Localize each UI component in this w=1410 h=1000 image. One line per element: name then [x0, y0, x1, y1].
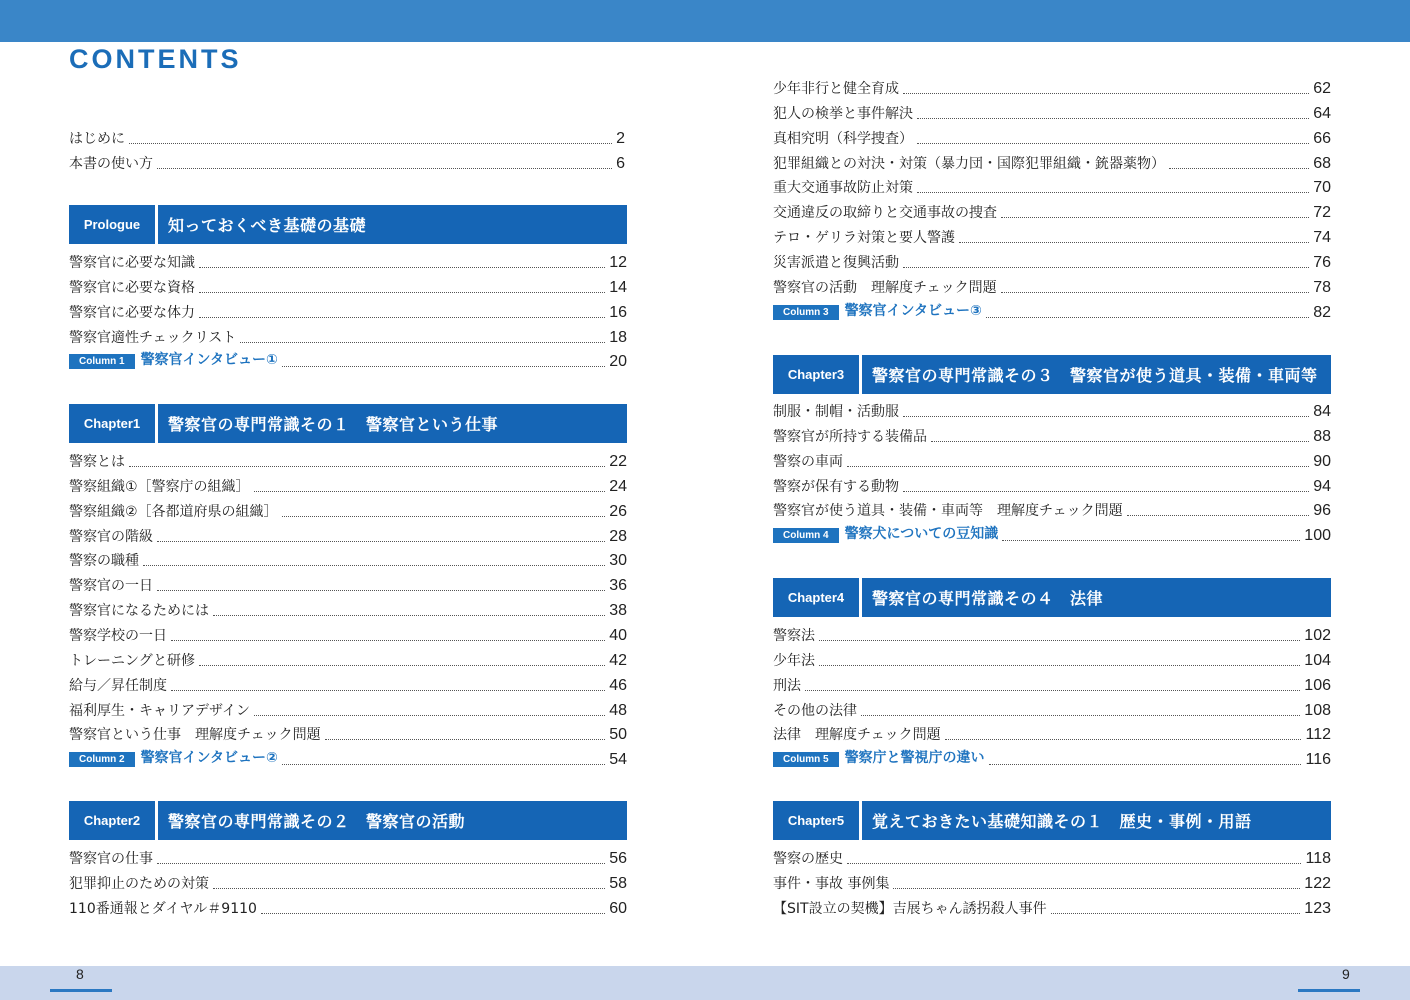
dot-leader [903, 267, 1309, 268]
dot-leader [847, 863, 1301, 864]
toc-entry[interactable] [773, 148, 1331, 173]
entry-label: 少年法 [773, 652, 815, 669]
dot-leader [917, 192, 1309, 193]
entry-label: 警察組織②［各都道府県の組織］ [69, 503, 278, 520]
toc-entry[interactable] [69, 545, 627, 570]
entry-label: 警察官になるためには [69, 603, 209, 620]
dot-leader [213, 888, 605, 889]
dot-leader [1051, 913, 1301, 914]
section-header [69, 801, 627, 840]
entry-page-number: 60 [609, 899, 627, 917]
entry-page-number: 118 [1305, 850, 1331, 867]
entry-label: 法律 理解度チェック問題 [773, 727, 941, 744]
section-title: 警察官の専門常識その２ 警察官の活動 [158, 801, 627, 840]
entry-page-number: 46 [609, 676, 627, 694]
toc-entry[interactable] [773, 247, 1331, 272]
bottom-bar [0, 966, 1410, 1000]
dot-leader [945, 739, 1302, 740]
entry-page-number: 18 [609, 328, 627, 346]
entry-label: トレーニングと研修 [69, 652, 195, 669]
dot-leader [199, 292, 605, 293]
toc-entry[interactable] [69, 272, 627, 297]
dot-leader [1002, 540, 1300, 541]
toc-entry[interactable] [69, 893, 627, 918]
section-header [773, 578, 1331, 617]
dot-leader [847, 466, 1309, 467]
entry-page-number: 38 [609, 602, 627, 620]
entry-page-number: 36 [609, 577, 627, 595]
entry-page-number: 108 [1304, 701, 1331, 719]
column-badge: Column 3 [773, 305, 839, 320]
toc-entry[interactable] [773, 471, 1331, 496]
entry-page-number: 50 [609, 726, 627, 744]
dot-leader [805, 690, 1300, 691]
entry-label: 警察官が使う道具・装備・車両等 理解度チェック問題 [773, 503, 1123, 520]
entry-page-number: 22 [609, 453, 627, 470]
dot-leader [931, 441, 1309, 442]
dot-leader [261, 913, 605, 914]
entry-page-number: 122 [1304, 874, 1331, 892]
column-title: 警察犬についての豆知識 [844, 526, 999, 542]
entry-label: 警察の車両 [773, 453, 843, 470]
page-number-right: 9 [1342, 966, 1350, 982]
toc-entry[interactable] [69, 695, 627, 720]
dot-leader [282, 366, 605, 367]
toc-entry[interactable] [773, 123, 1331, 148]
entry-page-number: 28 [609, 527, 627, 545]
toc-entry[interactable] [773, 670, 1331, 695]
section-tag: Chapter2 [69, 801, 155, 840]
dot-leader [282, 516, 606, 517]
dot-leader [903, 416, 1309, 417]
toc-entry[interactable] [69, 521, 627, 546]
dot-leader [903, 491, 1309, 492]
entry-label: 警察官という仕事 理解度チェック問題 [69, 727, 321, 744]
entry-label: 刑法 [773, 677, 801, 694]
toc-entry[interactable] [773, 172, 1331, 197]
entry-page-number: 56 [609, 850, 627, 867]
toc-entry[interactable] [69, 670, 627, 695]
entry-label: 警察官の一日 [69, 578, 153, 595]
entry-label: 災害派遣と復興活動 [773, 254, 899, 271]
entry-page-number: 62 [1313, 80, 1331, 97]
entry-label: 警察が保有する動物 [773, 478, 899, 495]
entry-label: 給与／昇任制度 [69, 677, 167, 694]
dot-leader [171, 690, 605, 691]
dot-leader [1001, 292, 1310, 293]
toc-entry[interactable] [69, 843, 627, 868]
entry-page-number: 90 [1313, 452, 1331, 470]
entry-page-number: 102 [1304, 627, 1331, 644]
dot-leader [959, 242, 1309, 243]
entry-label: 犯罪抑止のための対策 [69, 875, 209, 892]
column-entry[interactable] [773, 297, 1331, 322]
dot-leader [917, 143, 1309, 144]
toc-entry[interactable] [69, 496, 627, 521]
entry-label: はじめに [69, 131, 125, 147]
entry-label: テロ・ゲリラ対策と要人警護 [773, 230, 955, 247]
entry-label: 少年非行と健全育成 [773, 81, 899, 97]
entry-page-number: 64 [1313, 104, 1331, 122]
toc-entry[interactable] [773, 446, 1331, 471]
entry-page-number: 106 [1304, 676, 1331, 694]
toc-entry[interactable] [69, 123, 625, 148]
toc-entry[interactable] [69, 620, 627, 645]
dot-leader [1001, 217, 1309, 218]
dot-leader [989, 764, 1302, 765]
entry-page-number: 94 [1313, 477, 1331, 495]
toc-entry[interactable] [773, 843, 1331, 868]
dot-leader [325, 739, 606, 740]
entry-label: 警察官適性チェックリスト [69, 329, 237, 346]
entry-label: 警察官が所持する装備品 [773, 428, 927, 445]
dot-leader [213, 615, 605, 616]
entry-page-number: 88 [1313, 427, 1331, 445]
section-header [69, 404, 627, 443]
dot-leader [861, 715, 1300, 716]
entry-page-number: 14 [609, 278, 627, 296]
dot-leader [143, 565, 605, 566]
column-title: 警察官インタビュー① [140, 352, 278, 368]
toc-entry[interactable] [69, 570, 627, 595]
toc-entry[interactable] [773, 620, 1331, 645]
toc-entry[interactable] [773, 421, 1331, 446]
entry-label: 警察の歴史 [773, 851, 843, 867]
section-header [773, 355, 1331, 394]
section-title: 警察官の専門常識その３ 警察官が使う道具・装備・車両等 [862, 355, 1331, 394]
dot-leader [819, 665, 1300, 666]
entry-page-number: 6 [616, 154, 625, 172]
dot-leader [157, 168, 612, 169]
column-entry[interactable] [69, 346, 627, 371]
entry-label: 警察官の階級 [69, 528, 153, 545]
section-title: 警察官の専門常識その１ 警察官という仕事 [158, 404, 627, 443]
column-entry[interactable] [773, 744, 1331, 769]
entry-page-number: 72 [1313, 204, 1331, 222]
dot-leader [157, 541, 605, 542]
dot-leader [1169, 168, 1309, 169]
toc-entry[interactable] [773, 719, 1331, 744]
dot-leader [917, 118, 1309, 119]
page-number-right-underline [1298, 989, 1360, 992]
column-label [69, 351, 278, 371]
entry-page-number: 82 [1313, 304, 1331, 321]
toc-entry[interactable] [773, 695, 1331, 720]
column-badge: Column 4 [773, 528, 839, 543]
entry-page-number: 100 [1304, 527, 1331, 544]
dot-leader [171, 640, 605, 641]
entry-page-number: 96 [1313, 502, 1331, 520]
entry-label: 重大交通事故防止対策 [773, 180, 913, 197]
dot-leader [1127, 515, 1310, 516]
entry-label: その他の法律 [773, 702, 857, 719]
section-title: 覚えておきたい基礎知識その１ 歴史・事例・用語 [862, 801, 1331, 840]
toc-entry[interactable] [69, 645, 627, 670]
dot-leader [129, 143, 612, 144]
dot-leader [254, 715, 605, 716]
dot-leader [893, 888, 1300, 889]
dot-leader [986, 317, 1309, 318]
entry-label: 制服・制帽・活動服 [773, 404, 899, 420]
column-title: 警察官インタビュー② [140, 750, 278, 766]
entry-page-number: 24 [609, 477, 627, 495]
section-tag: Chapter4 [773, 578, 859, 617]
section-header [773, 801, 1331, 840]
entry-label: 交通違反の取締りと交通事故の捜査 [773, 205, 997, 222]
entry-page-number: 48 [609, 701, 627, 719]
toc-entry[interactable] [69, 322, 627, 347]
dot-leader [199, 317, 605, 318]
dot-leader [903, 93, 1309, 94]
entry-page-number: 66 [1313, 129, 1331, 147]
entry-page-number: 26 [609, 502, 627, 520]
entry-label: 本書の使い方 [69, 155, 153, 172]
entry-label: 警察とは [69, 454, 125, 470]
entry-page-number: 76 [1313, 253, 1331, 271]
entry-page-number: 42 [609, 651, 627, 669]
column-badge: Column 2 [69, 752, 135, 767]
toc-entry[interactable] [773, 495, 1331, 520]
column-title: 警察庁と警視庁の違い [844, 750, 985, 766]
entry-label: 警察法 [773, 628, 815, 644]
entry-page-number: 70 [1313, 179, 1331, 197]
entry-label: 警察官の仕事 [69, 851, 153, 867]
page-number-left: 8 [76, 966, 84, 982]
column-badge: Column 5 [773, 752, 839, 767]
page-title: CONTENTS [69, 44, 242, 74]
column-label [773, 749, 985, 769]
top-bar [0, 0, 1410, 42]
column-label [773, 302, 982, 322]
toc-entry[interactable] [773, 396, 1331, 421]
section-header [69, 205, 627, 244]
column-label [69, 749, 278, 769]
entry-page-number: 20 [609, 353, 627, 370]
dot-leader [157, 590, 605, 591]
entry-label: 110番通報とダイヤル＃9110 [69, 900, 257, 917]
entry-label: 福利厚生・キャリアデザイン [69, 702, 251, 719]
column-label [773, 525, 998, 545]
entry-label: 事件・事故 事例集 [773, 875, 890, 892]
dot-leader [819, 640, 1300, 641]
entry-page-number: 54 [609, 751, 627, 768]
entry-page-number: 123 [1304, 899, 1331, 917]
entry-page-number: 58 [609, 874, 627, 892]
column-entry[interactable] [69, 744, 627, 769]
entry-label: 警察官に必要な資格 [69, 279, 195, 296]
toc-entry[interactable] [69, 148, 625, 173]
entry-label: 警察組織①［警察庁の組織］ [69, 478, 250, 495]
toc-entry[interactable] [69, 868, 627, 893]
entry-label: 犯罪組織との対決・対策（暴力団・国際犯罪組織・銃器薬物） [773, 155, 1165, 172]
toc-entry[interactable] [69, 595, 627, 620]
entry-page-number: 16 [609, 303, 627, 321]
entry-page-number: 30 [609, 552, 627, 570]
dot-leader [199, 267, 605, 268]
toc-entry[interactable] [773, 272, 1331, 297]
dot-leader [240, 342, 605, 343]
entry-page-number: 2 [616, 130, 625, 147]
toc-entry[interactable] [69, 471, 627, 496]
column-title: 警察官インタビュー③ [844, 303, 982, 319]
entry-page-number: 112 [1305, 726, 1331, 744]
toc-entry[interactable] [69, 297, 627, 322]
entry-page-number: 68 [1313, 154, 1331, 172]
section-title: 知っておくべき基礎の基礎 [158, 205, 627, 244]
dot-leader [129, 466, 605, 467]
entry-label: 真相究明（科学捜査） [773, 130, 913, 147]
toc-entry[interactable] [69, 446, 627, 471]
dot-leader [199, 665, 605, 666]
section-title: 警察官の専門常識その４ 法律 [862, 578, 1331, 617]
section-tag: Prologue [69, 205, 155, 244]
toc-entry[interactable] [773, 645, 1331, 670]
section-tag: Chapter3 [773, 355, 859, 394]
toc-entry[interactable] [773, 893, 1331, 918]
entry-page-number: 116 [1305, 751, 1331, 768]
entry-page-number: 40 [609, 626, 627, 644]
column-badge: Column 1 [69, 354, 135, 369]
dot-leader [254, 491, 606, 492]
dot-leader [282, 764, 605, 765]
entry-label: 警察官に必要な知識 [69, 255, 195, 271]
entry-page-number: 74 [1313, 229, 1331, 247]
entry-label: 警察官に必要な体力 [69, 304, 195, 321]
toc-entry[interactable] [773, 197, 1331, 222]
column-entry[interactable] [773, 520, 1331, 545]
toc-entry[interactable] [773, 222, 1331, 247]
entry-page-number: 12 [609, 254, 627, 271]
toc-entry[interactable] [69, 247, 627, 272]
page-number-left-underline [50, 989, 112, 992]
section-tag: Chapter5 [773, 801, 859, 840]
toc-entry[interactable] [773, 73, 1331, 98]
toc-entry[interactable] [773, 868, 1331, 893]
toc-entry[interactable] [69, 719, 627, 744]
entry-label: 警察官の活動 理解度チェック問題 [773, 279, 997, 296]
entry-page-number: 78 [1313, 278, 1331, 296]
entry-page-number: 84 [1313, 403, 1331, 420]
entry-page-number: 104 [1304, 651, 1331, 669]
entry-label: 警察学校の一日 [69, 627, 167, 644]
entry-label: 警察の職種 [69, 553, 139, 570]
toc-entry[interactable] [773, 98, 1331, 123]
dot-leader [157, 863, 605, 864]
entry-label: 【SIT設立の契機】吉展ちゃん誘拐殺人事件 [773, 900, 1047, 917]
section-tag: Chapter1 [69, 404, 155, 443]
entry-label: 犯人の検挙と事件解決 [773, 105, 913, 122]
